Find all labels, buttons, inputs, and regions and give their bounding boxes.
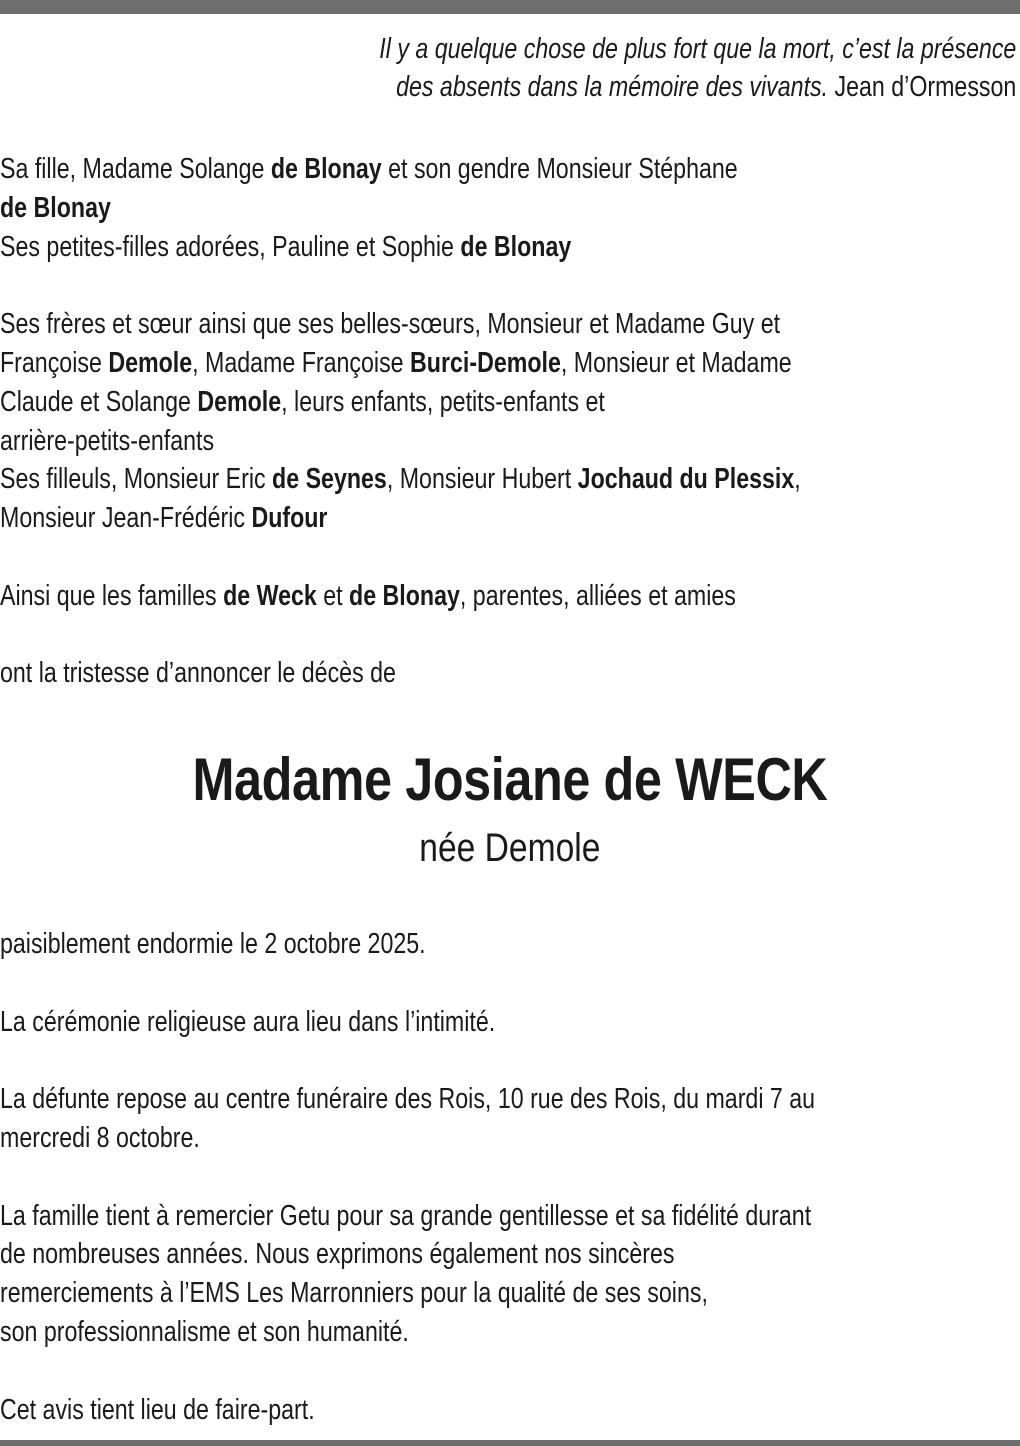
spacer (0, 964, 1019, 1003)
funeral-details (0, 925, 1019, 1429)
quote-line-1 (220, 30, 1016, 68)
ceremony-line: La cérémonie religieuse aura lieu dans l’intimité. (0, 1005, 496, 1038)
spacer (0, 1158, 1019, 1197)
family-line (0, 189, 1001, 228)
family-line: Monsieur Jean-Frédéric Dufour (0, 502, 328, 535)
rest-line: mercredi 8 octobre. (0, 1121, 200, 1154)
family-name-bold: Demole (197, 385, 282, 418)
maiden-name: née Demole (419, 826, 601, 870)
thanks-line: La famille tient à remercier Getu pour sa grande gentillesse et sa fidélité durant (0, 1199, 812, 1232)
family-line: Sa fille, Madame Solange de Blonay et son gendre Monsieur Stéphane (0, 153, 738, 185)
family-name-bold: Jochaud du Plessix (577, 463, 795, 496)
rest-line: La défunte repose au centre funéraire des Rois, 10 rue des Rois, du mardi 7 au (0, 1083, 816, 1116)
deceased-block (0, 740, 1020, 876)
family-announcement (0, 150, 1001, 693)
death-date-line: paisiblement endormie le 2 octobre 2025. (0, 928, 426, 960)
epigraph-quote (220, 30, 1016, 106)
closing-line: Cet avis tient lieu de faire-part. (0, 1393, 315, 1426)
thanks-line: de nombreuses années. Nous exprimons également nos sincères (0, 1238, 675, 1271)
thanks-line: remerciements à l’EMS Les Marronniers pour la qualité de ses soins, (0, 1277, 708, 1310)
top-rule (0, 0, 1020, 14)
family-line: Françoise Demole, Madame Françoise Burci-Demole, Monsieur et Madame (0, 346, 792, 379)
family-name-bold: de Blonay (270, 153, 382, 185)
spacer (0, 1352, 1019, 1391)
thanks-line: son professionnalisme et son humanité. (0, 1315, 409, 1348)
deceased-name: Madame Josiane de WECK (192, 746, 828, 813)
spacer (0, 616, 1001, 655)
family-name-bold: de Seynes (272, 463, 387, 496)
family-line: Ses filleuls, Monsieur Eric de Seynes, Monsieur Hubert Jochaud du Plessix, (0, 463, 801, 496)
family-name-bold: Burci-Demole (410, 346, 561, 379)
family-name-bold: de Weck (223, 579, 317, 612)
spacer (0, 1041, 1019, 1080)
family-name-bold: de Blonay (0, 191, 111, 224)
quote-text-2: des absents dans la mémoire des vivants. (395, 71, 828, 103)
family-line: Ses frères et sœur ainsi que ses belles-sœurs, Monsieur et Madame Guy et (0, 308, 781, 341)
family-name-bold: de Blonay (460, 230, 572, 263)
quote-text-1: Il y a quelque chose de plus fort que la mort, c’est la présence (378, 33, 1016, 65)
spacer (0, 266, 1001, 305)
family-name-bold: de Blonay (349, 579, 460, 612)
family-line: Ainsi que les familles de Weck et de Blonay, parentes, alliées et amies (0, 579, 736, 612)
quote-author: Jean d’Ormesson (834, 71, 1016, 103)
family-line: arrière-petits-enfants (0, 424, 215, 457)
quote-line-2 (220, 68, 1016, 106)
family-name-bold: Demole (108, 346, 193, 379)
announcement-line: ont la tristesse d’annoncer le décès de (0, 657, 396, 690)
family-name-bold: Dufour (251, 502, 328, 535)
bottom-rule (0, 1440, 1020, 1446)
spacer (0, 538, 1001, 577)
family-line: Ses petites-filles adorées, Pauline et Sophie de Blonay (0, 230, 572, 263)
family-line: Claude et Solange Demole, leurs enfants, petits-enfants et (0, 385, 605, 418)
